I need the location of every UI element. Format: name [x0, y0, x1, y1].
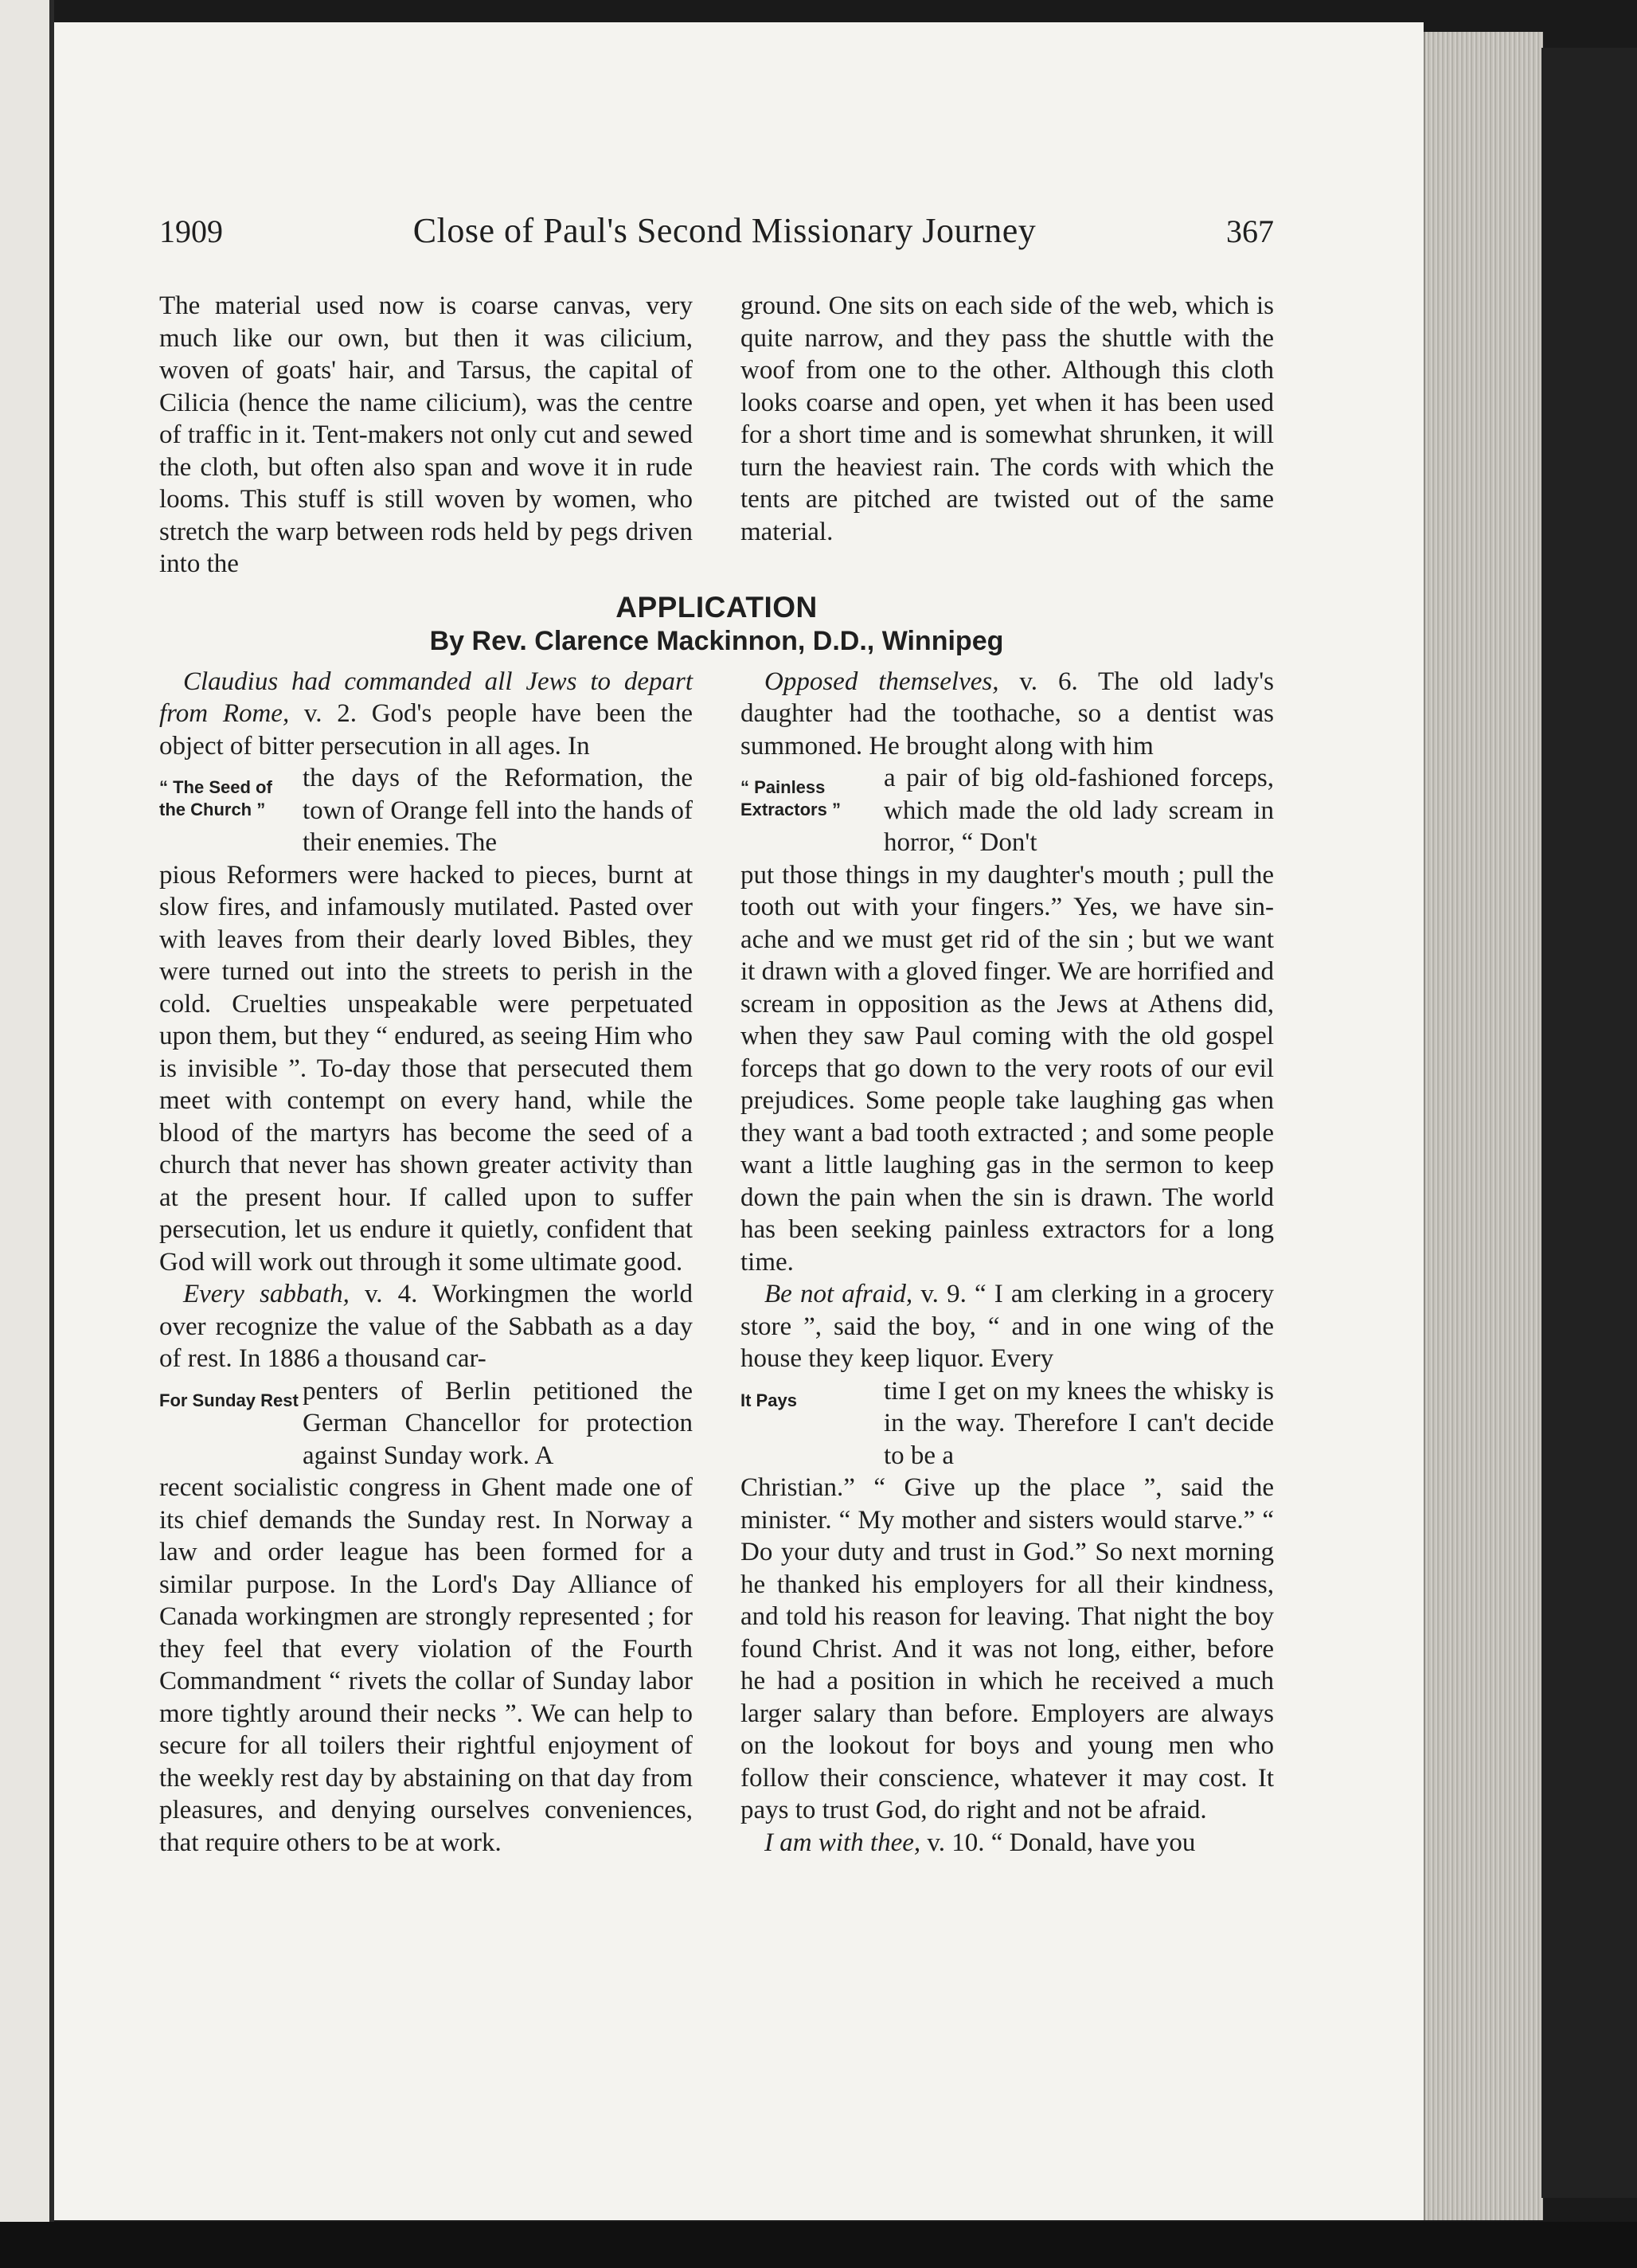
left-column — [159, 666, 693, 1859]
sidehead-block — [740, 1375, 1274, 1472]
page-edges — [1424, 32, 1543, 2220]
paragraph: a pair of big old-fashioned forceps, which made the old lady scream in horror, “ Don't — [884, 764, 1274, 857]
bottom-shadow — [0, 2222, 1637, 2268]
paragraph: put those things in my daughter's mouth ; pull the tooth out with your fingers.” Yes, we have sin-ache and we must get rid of the sin ; but we want it drawn with a gloved finger. We are horrified and scream in opposition as the Jews at Athens did, when they saw Paul coming with the old gospel forceps that go down to the very roots of our evil prejudices. Some people take laughing gas when they want a bad tooth extracted ; and some people want a little laughing gas in the sermon to keep down the pain when the sin is drawn. The world has been seeking painless extractors for a long time. — [740, 860, 1274, 1277]
paragraph: Opposed themselves, v. 6. The old lady's daughter had the toothache, so a dentist was summoned. He brought along with him — [740, 667, 1274, 761]
running-header — [159, 211, 1274, 271]
paragraph: Claudius had commanded all Jews to depart from Rome, v. 2. God's people have been the object of bitter persecution in all ages. In — [159, 667, 693, 761]
top-right-column — [740, 290, 1274, 581]
paragraph: pious Reformers were hacked to pieces, burnt at slow fires, and infamously mutilated. Pasted over with leaves from their dearly loved Bibles, they were turned out into the streets to perish in the cold. Cruelties unspeakable were perpetuated upon them, but they “ endured, as seeing Him who is invisible ”. To-day those that persecuted them meet with contempt on every hand, while the blood of the martyrs has become the seed of a church that never has shown greater activity than at the present hour. If called upon to suffer persecution, let us endure it quietly, confident that God will work out through it some ultimate good. — [159, 860, 693, 1277]
paragraph: The material used now is coarse canvas, very much like our own, but then it was cilicium, woven of goats' hair, and Tarsus, the capital of Cilicia (hence the name cilicium), was the centre of traffic in it. Tent-makers not only cut and sewed the cloth, but often also span and wove it in rude looms. This stuff is still woven by women, who stretch the warp between rods held by pegs driven into the — [159, 291, 693, 578]
header-year: 1909 — [159, 213, 223, 249]
paragraph: Be not afraid, v. 9. “ I am clerking in a grocery store ”, said the boy, “ and in one wing of the house they keep liquor. Every — [740, 1280, 1274, 1373]
paragraph: ground. One sits on each side of the web, which is quite narrow, and they pass the shuttle with the woof from one to the other. Although this cloth looks coarse and open, yet when it has been used for a short time and is somewhat shrunken, it will turn the heaviest rain. The cords with which the tents are pitched are twisted out of the same material. — [740, 291, 1274, 546]
side-heading: It Pays — [740, 1390, 797, 1410]
verse-reference: Opposed themselves, — [764, 667, 999, 696]
sidehead-block — [159, 1375, 693, 1472]
paragraph: recent socialistic congress in Ghent made one of its chief demands the Sunday rest. In Norway a law and order league has been formed for a similar purpose. In the Lord's Day Alliance of Canada workingmen are strongly represented ; for they feel that every violation of the Fourth Commandment “ rivets the collar of Sunday labor more tightly around their necks ”. We can help to secure for all toilers their rightful enjoyment of the weekly rest day by abstaining on that day from pleasures, and denying ourselves conveniences, that require others to be at work. — [159, 1473, 693, 1857]
verse-reference: I am with thee, — [764, 1828, 921, 1857]
paragraph: Christian.” “ Give up the place ”, said the minister. “ My mother and sisters would starve.” “ Do your duty and trust in God.” So next morning he thanked his employers for all their kindness, and told his reason for leaving. That night the boy found Christ. And it was not long, either, before he had a position in which he received a much larger salary than before. Employers are always on the lookout for boys and young men who follow their conscience, whatever it may cost. It pays to trust God, do right and not be afraid. — [740, 1473, 1274, 1824]
verse-reference: Claudius had commanded all Jews to depart from Rome, — [159, 667, 693, 728]
top-left-column — [159, 290, 693, 581]
top-columns — [159, 290, 1274, 581]
side-heading: “ The Seed of the Church ” — [159, 777, 272, 819]
section-title: APPLICATION — [615, 590, 818, 624]
sidehead-block — [740, 762, 1274, 859]
running-title: Close of Paul's Second Missionary Journey — [412, 211, 1037, 250]
paragraph: time I get on my knees the whisky is in the way. Therefore I can't decide to be a — [884, 1376, 1274, 1470]
right-column — [740, 666, 1274, 1859]
paragraph: Every sabbath, v. 4. Workingmen the world over recognize the value of the Sabbath as a day of rest. In 1886 a thousand car- — [159, 1280, 693, 1373]
sidehead-block — [159, 762, 693, 859]
byline: By Rev. Clarence Mackinnon, D.D., Winnipeg — [429, 626, 1004, 656]
facing-page-edge — [0, 0, 54, 2268]
verse-reference: Every sabbath, — [183, 1280, 350, 1308]
background-shadow — [1541, 48, 1637, 2198]
verse-reference: Be not afraid, — [764, 1280, 913, 1308]
side-heading: “ Painless Extractors ” — [740, 777, 841, 819]
paragraph: penters of Berlin petitioned the German Chancellor for protection against Sunday work. A — [303, 1376, 693, 1470]
side-heading: For Sunday Rest — [159, 1390, 299, 1410]
page-content — [159, 211, 1274, 1859]
paragraph: I am with thee, v. 10. “ Donald, have you — [764, 1828, 1196, 1857]
page-number: 367 — [1226, 213, 1274, 249]
application-columns — [159, 666, 1274, 1859]
paragraph: the days of the Reformation, the town of Orange fell into the hands of their enemies. The — [303, 764, 693, 857]
